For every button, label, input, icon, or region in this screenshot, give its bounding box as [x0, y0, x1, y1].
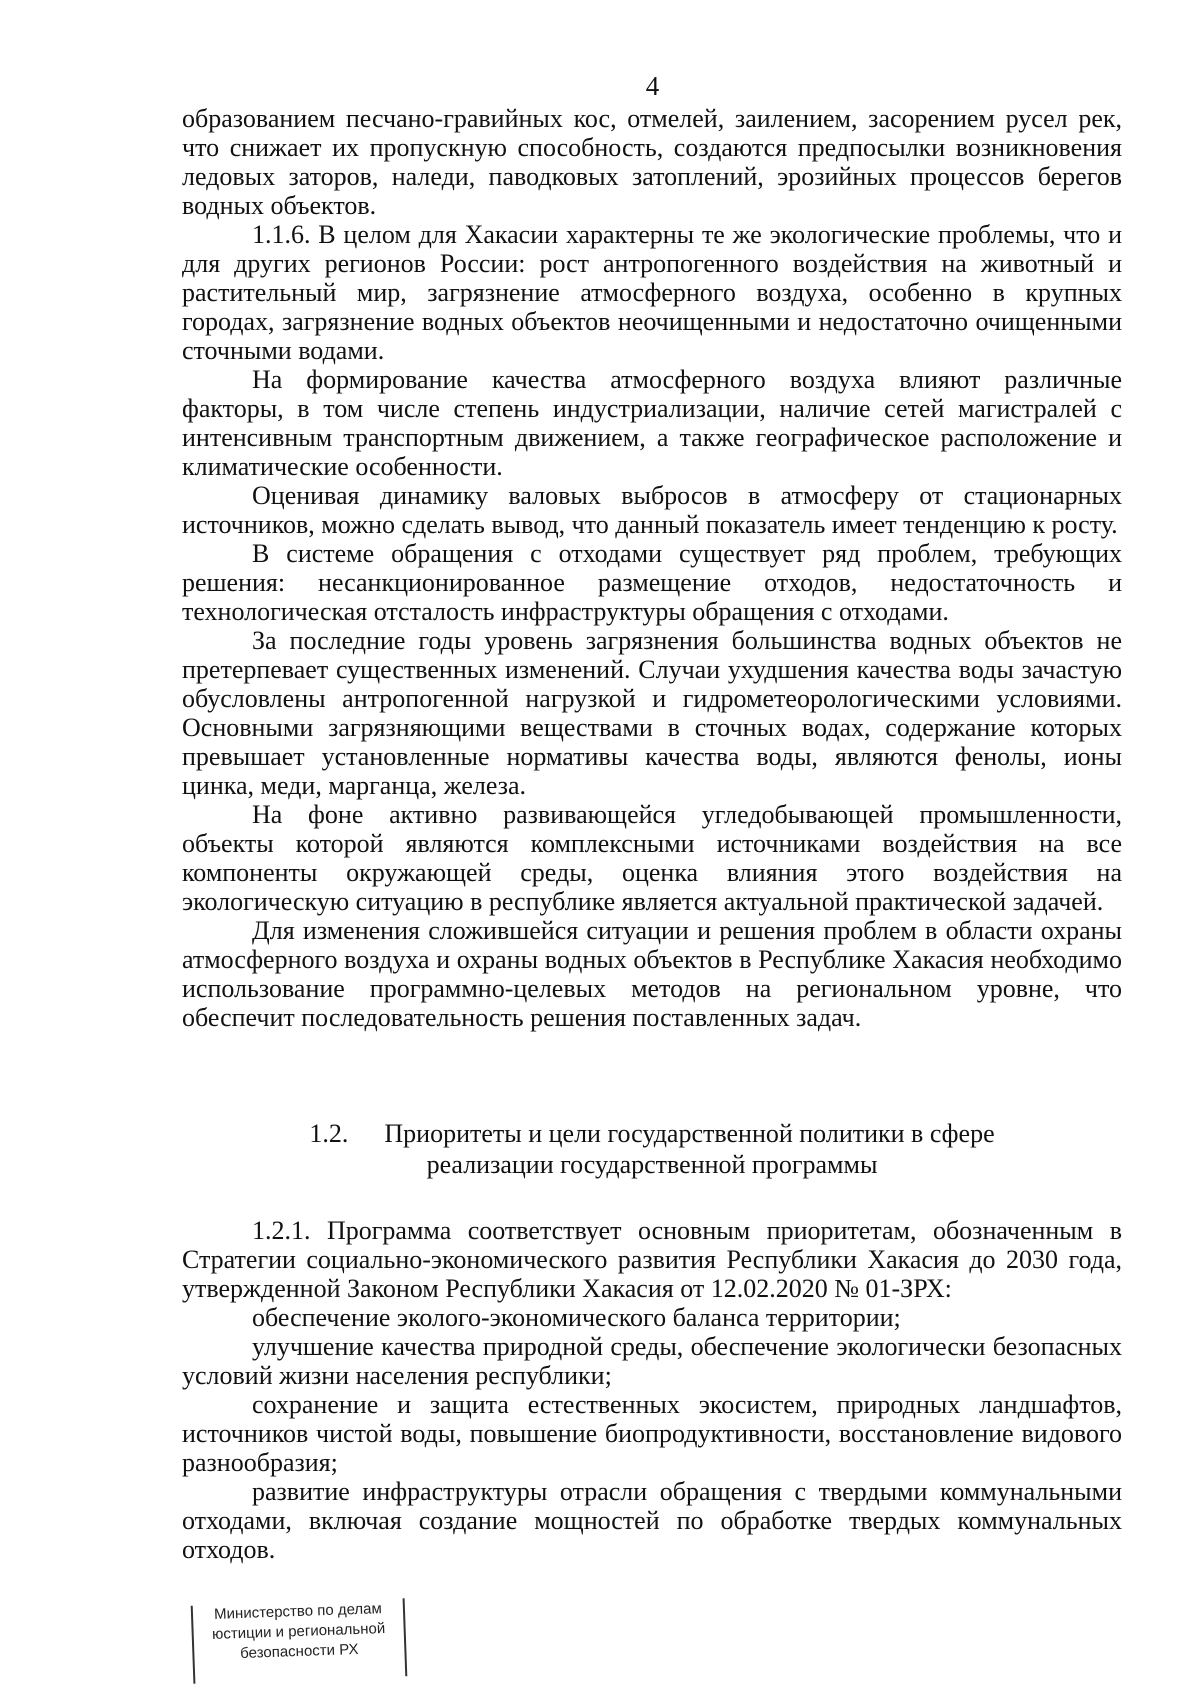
registration-stamp: [191, 1598, 408, 1683]
paragraph: В системе обращения с отходами существует ряд проблем, требующих решения: несанкционированное размещение отходов, недостаточность и технологическая отсталость инфраструктуры обращения с отходами.: [182, 539, 1122, 626]
paragraph: 1.2.1. Программа соответствует основным приоритетам, обозначенным в Стратегии социально-экономического развития Республики Хакасия до 2030 года, утвержденной Законом Республики Хакасия от 12.02.2020 № 01-ЗРХ:: [182, 1216, 1122, 1303]
heading-line-1: [182, 1118, 1122, 1149]
section-heading: [182, 1118, 1122, 1180]
paragraph: 1.1.6. В целом для Хакасии характерны те же экологические проблемы, что и для других регионов России: рост антропогенного воздействия на животный и растительный мир, загрязнение атмосферного воздуха, особенно в крупных городах, загрязнение водных объектов неочищенными и недостаточно очищенными сточными водами.: [182, 220, 1122, 365]
paragraph: На формирование качества атмосферного воздуха влияют различные факторы, в том числе степень индустриализации, наличие сетей магистралей с интенсивным транспортным движением, а также географическое расположение и климатические особенности.: [182, 365, 1122, 481]
stamp-line-2: юстиции и региональной: [211, 1619, 386, 1644]
body-text-section-2: [182, 1216, 1122, 1564]
heading-number: 1.2.: [309, 1119, 349, 1148]
paragraph: За последние годы уровень загрязнения большинства водных объектов не претерпевает существенных изменений. Случаи ухудшения качества воды зачастую обусловлены антропогенной нагрузкой и гидрометеорологическими условиями. Основными загрязняющими веществами в сточных водах, содержание которых превышает установленные нормативы качества воды, являются фенолы, ионы цинка, меди, марганца, железа.: [182, 626, 1122, 800]
paragraph: Для изменения сложившейся ситуации и решения проблем в области охраны атмосферного воздуха и охраны водных объектов в Республике Хакасия необходимо использование программно-целевых методов на региональном уровне, что обеспечит последовательность решения поставленных задач.: [182, 916, 1122, 1032]
heading-line-2: реализации государственной программы: [426, 1150, 878, 1179]
paragraph: образованием песчано-гравийных кос, отмелей, заилением, засорением русел рек, что снижает их пропускную способность, создаются предпосылки возникновения ледовых заторов, наледи, паводковых затоплений, эрозийных процессов берегов водных объектов.: [182, 104, 1122, 220]
page-number: 4: [645, 71, 660, 101]
paragraph: сохранение и защита естественных экосистем, природных ландшафтов, источников чистой воды, повышение биопродуктивности, восстановление видового разнообразия;: [182, 1390, 1122, 1477]
paragraph: улучшение качества природной среды, обеспечение экологически безопасных условий жизни населения республики;: [182, 1332, 1122, 1390]
paragraph: обеспечение эколого-экономического баланса территории;: [252, 1303, 901, 1332]
paragraph: На фоне активно развивающейся угледобывающей промышленности, объекты которой являются комплексными источниками воздействия на все компоненты окружающей среды, оценка влияния этого воздействия на экологическую ситуацию в республике является актуальной практической задачей.: [182, 800, 1122, 916]
body-text-section-1: [182, 104, 1122, 1032]
stamp-line-3: безопасности РХ: [239, 1640, 359, 1663]
paragraph: развитие инфраструктуры отрасли обращения с твердыми коммунальными отходами, включая создание мощностей по обработке твердых коммунальных отходов.: [182, 1477, 1122, 1564]
paragraph: Оценивая динамику валовых выбросов в атмосферу от стационарных источников, можно сделать вывод, что данный показатель имеет тенденцию к росту.: [182, 481, 1122, 539]
stamp-line-1: Министерство по делам: [213, 1600, 383, 1623]
heading-title-1: Приоритеты и цели государственной политики в сфере: [384, 1119, 995, 1148]
